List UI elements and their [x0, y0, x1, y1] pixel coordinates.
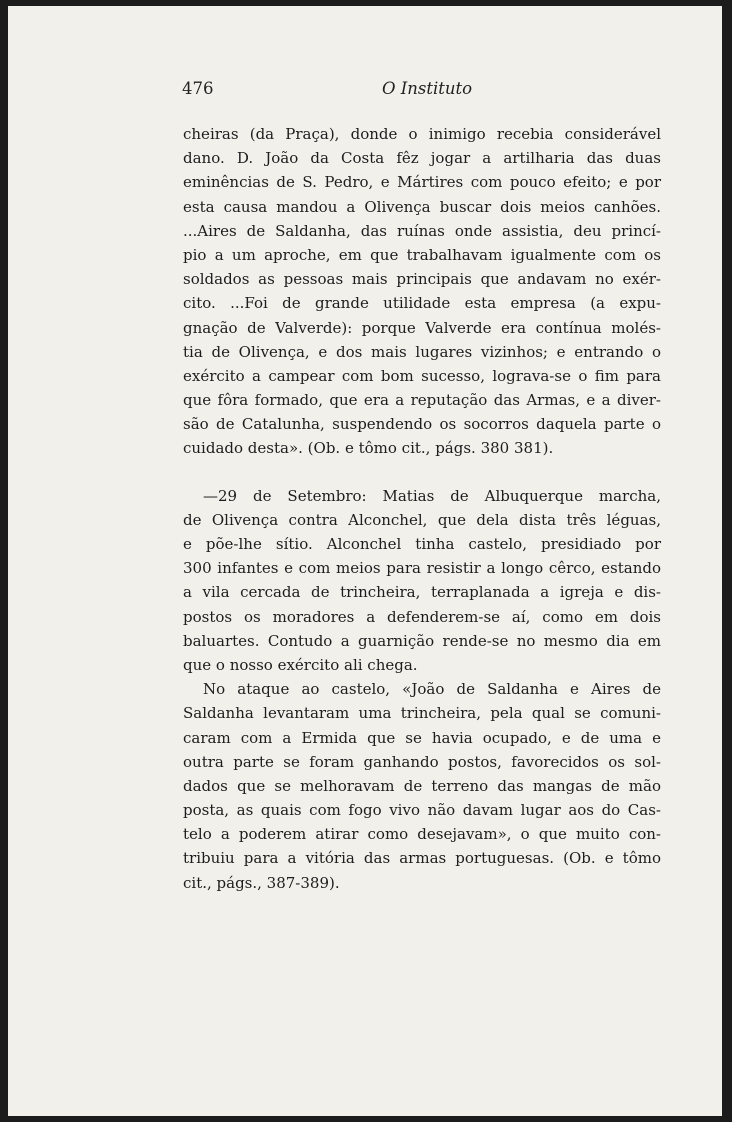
text-line: caram com a Ermida que se havia ocupado, e de uma e: [183, 728, 661, 747]
paragraph-1: [183, 122, 661, 461]
text-line: dano. D. João da Costa fêz jogar a artilharia das duas: [183, 149, 661, 168]
text-line: cuidado desta». (Ob. e tômo cit., págs. 380 381).: [183, 439, 554, 458]
text-line: tribuiu para a vitória das armas portuguesas. (Ob. e tômo: [183, 849, 661, 868]
text-line: pio a um aproche, em que trabalhavam igualmente com os: [183, 245, 661, 264]
text-line: e põe-lhe sítio. Alconchel tinha castelo, presidiado por: [183, 535, 661, 553]
paragraph-3: [183, 677, 661, 895]
text-line: dados que se melhoravam de terreno das mangas de mão: [183, 776, 661, 795]
text-line: tia de Olivença, e dos mais lugares vizinhos; e entrando o: [183, 342, 661, 361]
text-line: eminências de S. Pedro, e Mártires com pouco efeito; e por: [183, 173, 661, 192]
running-title: O Instituto: [382, 79, 473, 98]
text-line: No ataque ao castelo, «João de Saldanha e Aires de: [203, 680, 661, 699]
text-line: outra parte se foram ganhando postos, favorecidos os sol-: [183, 752, 661, 771]
text-line: que o nosso exército ali chega.: [183, 655, 418, 674]
text-line: a vila cercada de trincheira, terraplanada a igreja e dis-: [183, 583, 661, 602]
text-line: cheiras (da Praça), donde o inimigo recebia considerável: [183, 125, 661, 143]
text-line: que fôra formado, que era a reputação das Armas, e a diver-: [183, 391, 661, 410]
text-line: esta causa mandou a Olivença buscar dois meios canhões.: [183, 197, 661, 216]
text-line: de Olivença contra Alconchel, que dela dista três léguas,: [183, 510, 661, 529]
paragraph-2: [183, 484, 661, 678]
text-line: gnação de Valverde): porque Valverde era contínua molés-: [183, 318, 661, 337]
text-line: baluartes. Contudo a guarnição rende-se no mesmo dia em: [183, 631, 661, 650]
text-line: —29 de Setembro: Matias de Albuquerque marcha,: [203, 486, 661, 505]
text-line: posta, as quais com fogo vivo não davam lugar aos do Cas-: [183, 801, 661, 820]
text-line: ...Aires de Saldanha, das ruínas onde assistia, deu princí-: [183, 221, 661, 240]
text-line: são de Catalunha, suspendendo os socorros daquela parte o: [183, 415, 661, 434]
book-page: [8, 6, 722, 1116]
body-text: [183, 122, 661, 895]
text-line: cito. ...Foi de grande utilidade esta empresa (a expu-: [183, 294, 661, 313]
page-header: [182, 79, 482, 103]
paragraph-gap: [183, 461, 661, 484]
text-line: postos os moradores a defenderem-se aí, como em dois: [183, 607, 661, 626]
text-line: cit., págs., 387-389).: [183, 873, 340, 892]
page-number: 476: [182, 79, 214, 98]
text-line: 300 infantes e com meios para resistir a longo cêrco, estando: [183, 559, 661, 578]
text-line: Saldanha levantaram uma trincheira, pela qual se comuni-: [183, 704, 661, 723]
text-line: telo a poderem atirar como desejavam», o que muito con-: [183, 825, 661, 844]
text-line: exército a campear com bom sucesso, lograva-se o fim para: [183, 366, 661, 385]
text-line: soldados as pessoas mais principais que andavam no exér-: [183, 270, 661, 289]
